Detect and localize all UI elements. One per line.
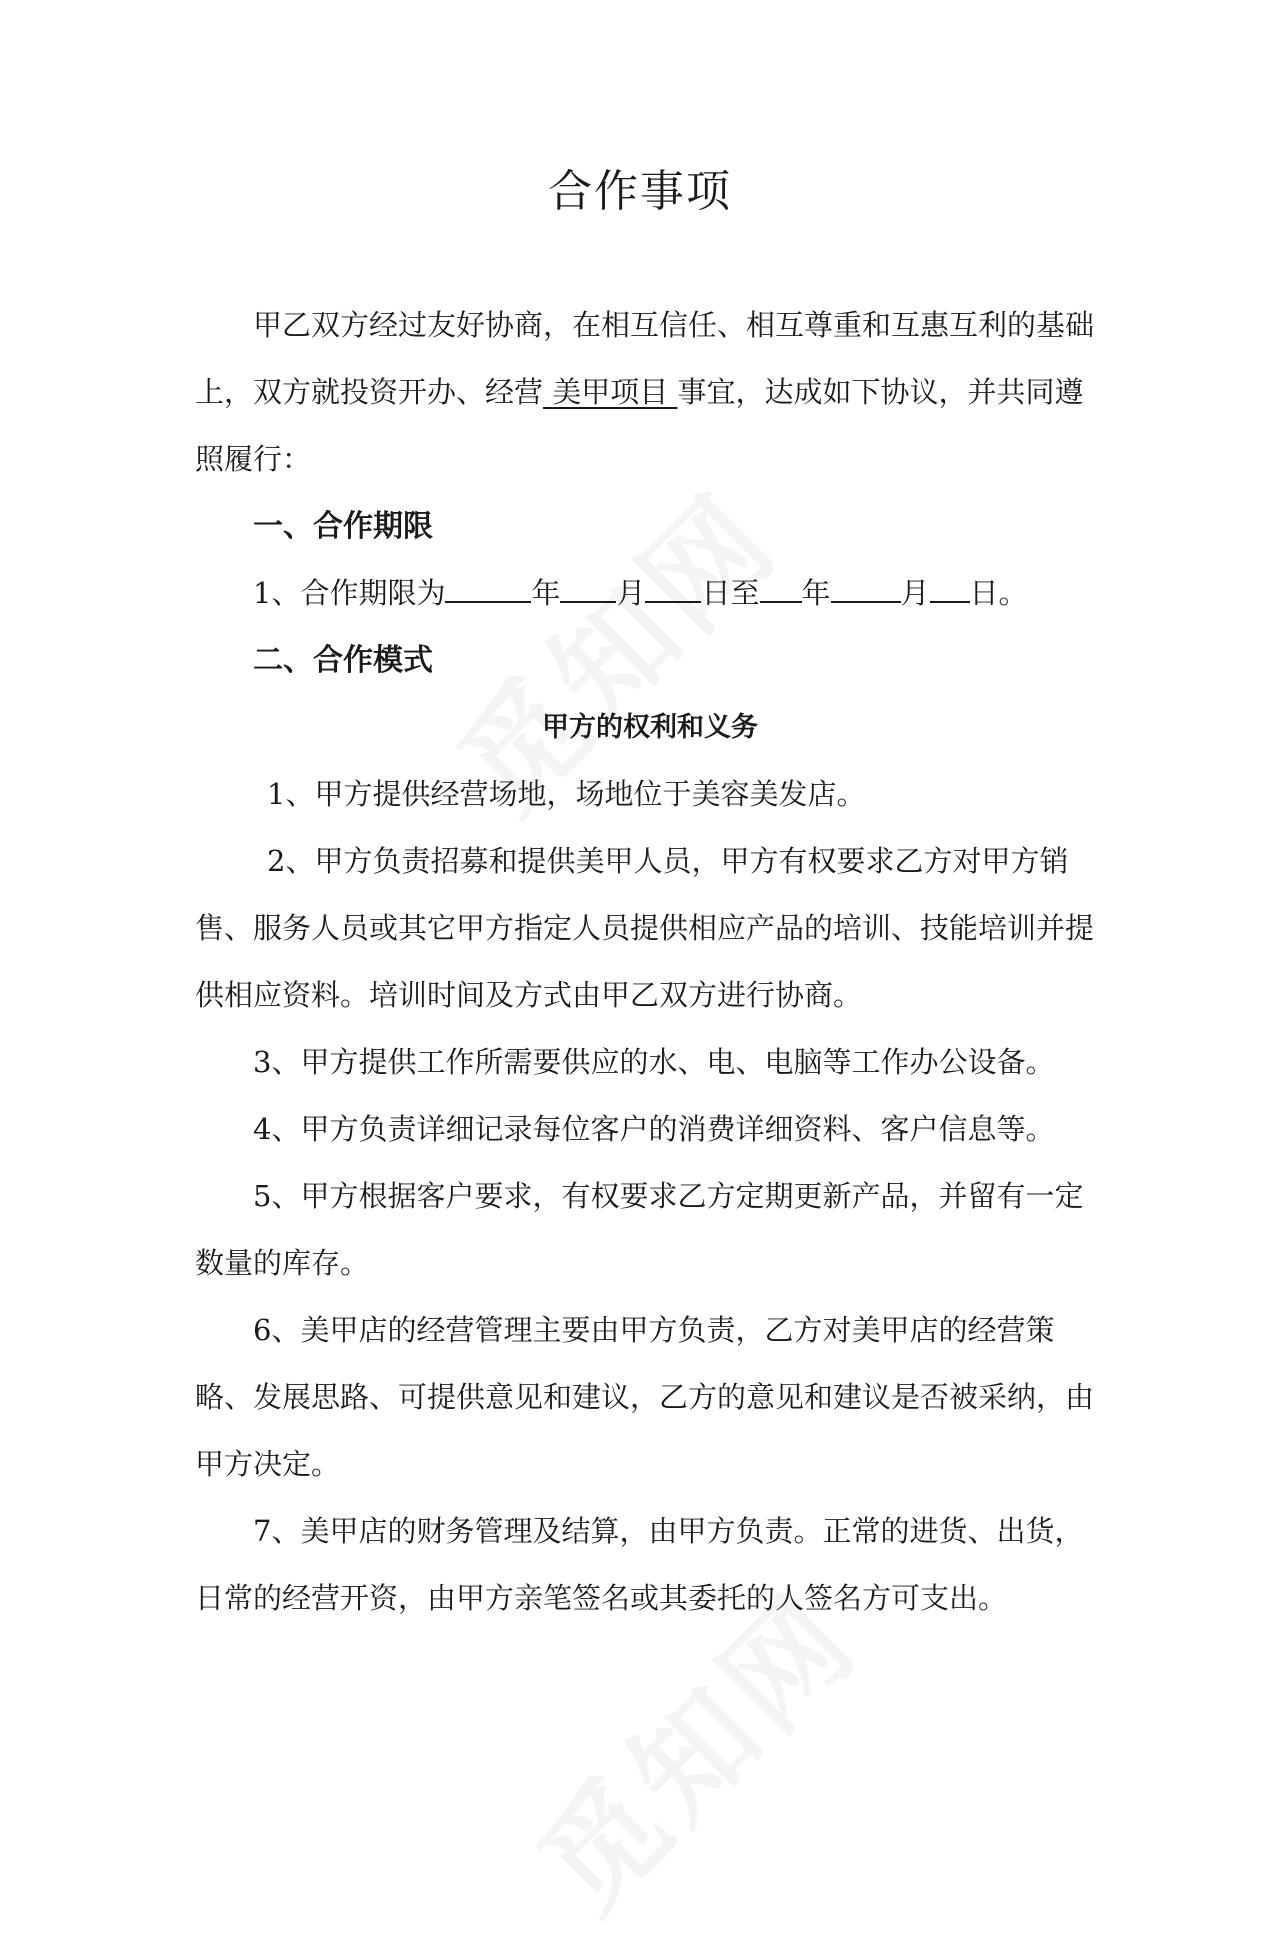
list-item: 3、甲方提供工作所需要供应的水、电、电脑等工作办公设备。: [253, 1045, 1055, 1079]
intro-text-after: 事宜，达成如下协议，并共同遵照履行：: [195, 375, 1084, 476]
list-item: 7、美甲店的财务管理及结算，由甲方负责。正常的进货、出货，日常的经营开资，由甲方亲笔签名或其委托的人签名方可支出。: [195, 1514, 1084, 1615]
blank-field[interactable]: [760, 571, 802, 603]
list-item: 5、甲方根据客户要求，有权要求乙方定期更新产品，并留有一定数量的库存。: [195, 1179, 1084, 1280]
list-item: 4、甲方负责详细记录每位客户的消费详细资料、客户信息等。: [253, 1112, 1055, 1146]
document-body: [195, 292, 1105, 1632]
document-title: 合作事项: [548, 166, 732, 217]
blank-field[interactable]: [930, 571, 970, 603]
section-heading-term: 一、合作期限: [253, 509, 433, 544]
list-item: 2、甲方负责招募和提供美甲人员，甲方有权要求乙方对甲方销售、服务人员或其它甲方指定人员提供相应产品的培训、技能培训并提供相应资料。培训时间及方式由甲乙双方进行协商。: [195, 844, 1095, 1012]
blank-field[interactable]: [560, 571, 616, 603]
section-heading-mode: 二、合作模式: [253, 643, 433, 678]
intro-text-before: 甲乙双方经过友好协商，在相互信任、相互尊重和互惠互利的基础上，双方就投资开办、经营: [195, 308, 1095, 409]
intro-paragraph: [195, 292, 1105, 493]
list-item: 6、美甲店的经营管理主要由甲方负责，乙方对美甲店的经营策略、发展思路、可提供意见和建议，乙方的意见和建议是否被采纳，由甲方决定。: [195, 1313, 1095, 1481]
blank-field[interactable]: [645, 571, 701, 603]
subsection-heading: 甲方的权利和义务: [542, 712, 758, 743]
blank-field[interactable]: [831, 571, 901, 603]
term-item: 1、合作期限为 年 月 日至 年 月 日。: [195, 560, 1105, 627]
list-item: 1、甲方提供经营场地，场地位于美容美发店。: [267, 777, 866, 811]
project-name: 美甲项目: [543, 375, 678, 409]
blank-field[interactable]: [445, 571, 531, 603]
